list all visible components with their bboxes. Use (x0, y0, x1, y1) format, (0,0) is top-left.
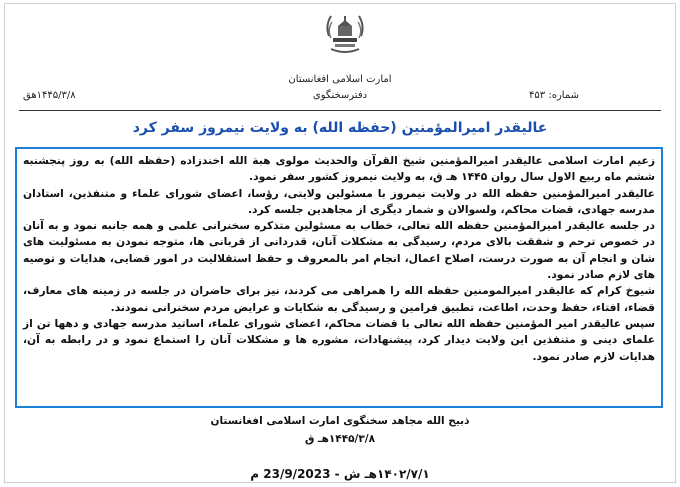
document-number (529, 90, 579, 101)
document-title: عالیقدر امیرالمؤمنین (حفظه الله) به ولایت نیمروز سفر کرد (132, 120, 548, 136)
statement-paragraph-2: عالیقدر امیرالمؤمنین حفظه الله در ولایت نیمروز با مسئولین ولایتی، رؤسا، اعضای شورای علماء و متنفذین، استادان مدرسه جهادی، قضات محاکم، ولسوالان و شمار دیگری از مجاهدین جلسه کرد. (23, 186, 655, 216)
statement-paragraph-1: زعیم امارت اسلامی عالیقدر امیرالمؤمنین شیخ القرآن والحدیث مولوی هبة الله اخندزاده (حفظه الله) به روز پنجشنبه ششم ماه ربیع الاول سال روان ۱۴۴۵ هـ ق، به ولایت نیمروز کشور سفر نمود. (23, 154, 655, 184)
statement-paragraph-3: در جلسه عالیقدر امیرالمؤمنین حفظه الله تعالی، خطاب به مسئولین متذکره سخنرانی علمی و همه جانبه نمود و به آنان در خصوص ترحم و شفقت بالای مردم، رسیدگی به مشکلات آنان، قدردانی از قربانی ها، متوجه نمودن به مسئولیت های شان و انجام آن به صورت درست، اصلاح اعمال، انجام امر بالمعروف و حفظ استقلالیت در امور قضایی، هدایات و توصیه های لازم صادر نمود. (23, 219, 655, 282)
organization-name: امارت اسلامی افغانستان (288, 74, 392, 85)
header-divider (19, 110, 661, 111)
signature-hijri-solar-date: ۱۴۰۲/۷/۱هـ ش (343, 467, 430, 481)
document-number-label: شماره: (548, 90, 579, 101)
statement-paragraph-4: شیوخ کرام که عالیقدر امیرالمومنین حفظه الله را همراهی می کردند، نیز برای حاضران در جلسه در زمینه های معارف، قضاء، افتاء، حفظ وحدت، اطاعت، تطبیق فرامین و رسیدگی به شکایات و عرایض مردم سخنرانی نمودند. (23, 284, 655, 314)
document-page (4, 3, 676, 483)
emirate-emblem-icon (323, 8, 367, 58)
office-name: دفترسخنگوی (312, 90, 368, 101)
document-date: ۱۴۴۵/۳/۸هق (23, 90, 76, 101)
statement-box (15, 147, 663, 408)
signature-gregorian-suffix: م (250, 467, 260, 481)
document-number-value: ۴۵۳ (529, 90, 546, 101)
signature-gregorian-date: 23/9/2023 (263, 467, 331, 481)
signature-hijri-lunar-date: ۱۴۴۵/۳/۸هـ ق (304, 433, 376, 445)
statement-paragraph-5: سپس عالیقدر امیر المؤمنین حفظه الله تعالی با قضات محاکم، اعضای شورای علماء، اساتید مدرسه جهادی و دهها تن از علمای دینی و متنفذین این ولایت دیدار کرد، پیشنهادات، مشوره ها و مشکلات آنان را استماع نمود و در رابطه به آن، هدایات لازم صادر نمود. (23, 316, 655, 363)
signature-dates-line: ۱۴۰۲/۷/۱هـ ش - 23/9/2023 م (250, 467, 430, 481)
signature-name: ذبیح الله مجاهد سخنگوی امارت اسلامی افغانستان (210, 415, 470, 427)
